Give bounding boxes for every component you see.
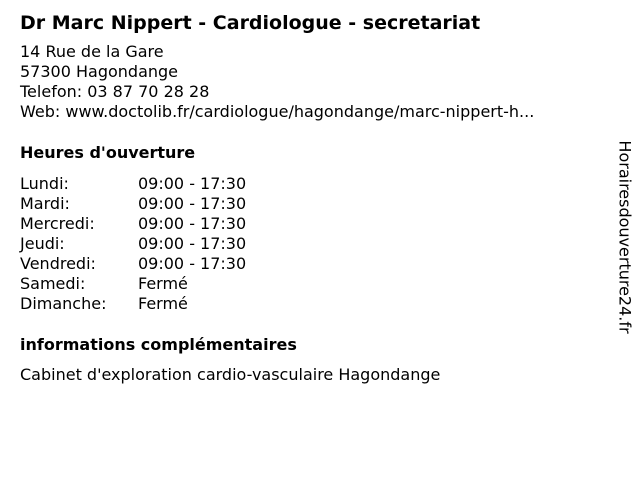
hours-row-thursday <box>20 234 610 254</box>
opening-hours-table <box>20 174 610 314</box>
hours-row-sunday <box>20 294 610 314</box>
day-label: Mercredi: <box>20 214 95 233</box>
business-title: Dr Marc Nippert - Cardiologue - secretariat <box>20 12 481 34</box>
opening-hours-heading: Heures d'ouverture <box>20 143 196 162</box>
time-value: 09:00 - 17:30 <box>138 234 247 253</box>
time-value: 09:00 - 17:30 <box>138 214 247 233</box>
time-value: 09:00 - 17:30 <box>138 254 247 273</box>
day-label: Dimanche: <box>20 294 107 313</box>
site-watermark: Horairesdouverture24.fr <box>615 140 635 334</box>
hours-row-saturday <box>20 274 610 294</box>
phone-number[interactable]: Telefon: 03 87 70 28 28 <box>20 82 210 101</box>
website-link[interactable]: Web: www.doctolib.fr/cardiologue/hagondange/marc-nippert-h... <box>20 102 535 121</box>
business-card <box>20 10 610 385</box>
time-value: Fermé <box>138 274 188 293</box>
day-label: Lundi: <box>20 174 69 193</box>
hours-row-tuesday <box>20 194 610 214</box>
additional-info-text: Cabinet d'exploration cardio-vasculaire Hagondange <box>20 365 441 384</box>
day-label: Jeudi: <box>20 234 65 253</box>
time-value: 09:00 - 17:30 <box>138 194 247 213</box>
hours-row-wednesday <box>20 214 610 234</box>
time-value: 09:00 - 17:30 <box>138 174 247 193</box>
address-block <box>20 42 610 122</box>
hours-row-friday <box>20 254 610 274</box>
city-address: 57300 Hagondange <box>20 62 179 81</box>
time-value: Fermé <box>138 294 188 313</box>
day-label: Vendredi: <box>20 254 96 273</box>
additional-info-heading: informations complémentaires <box>20 335 297 354</box>
day-label: Samedi: <box>20 274 86 293</box>
day-label: Mardi: <box>20 194 70 213</box>
street-address: 14 Rue de la Gare <box>20 42 164 61</box>
hours-row-monday <box>20 174 610 194</box>
